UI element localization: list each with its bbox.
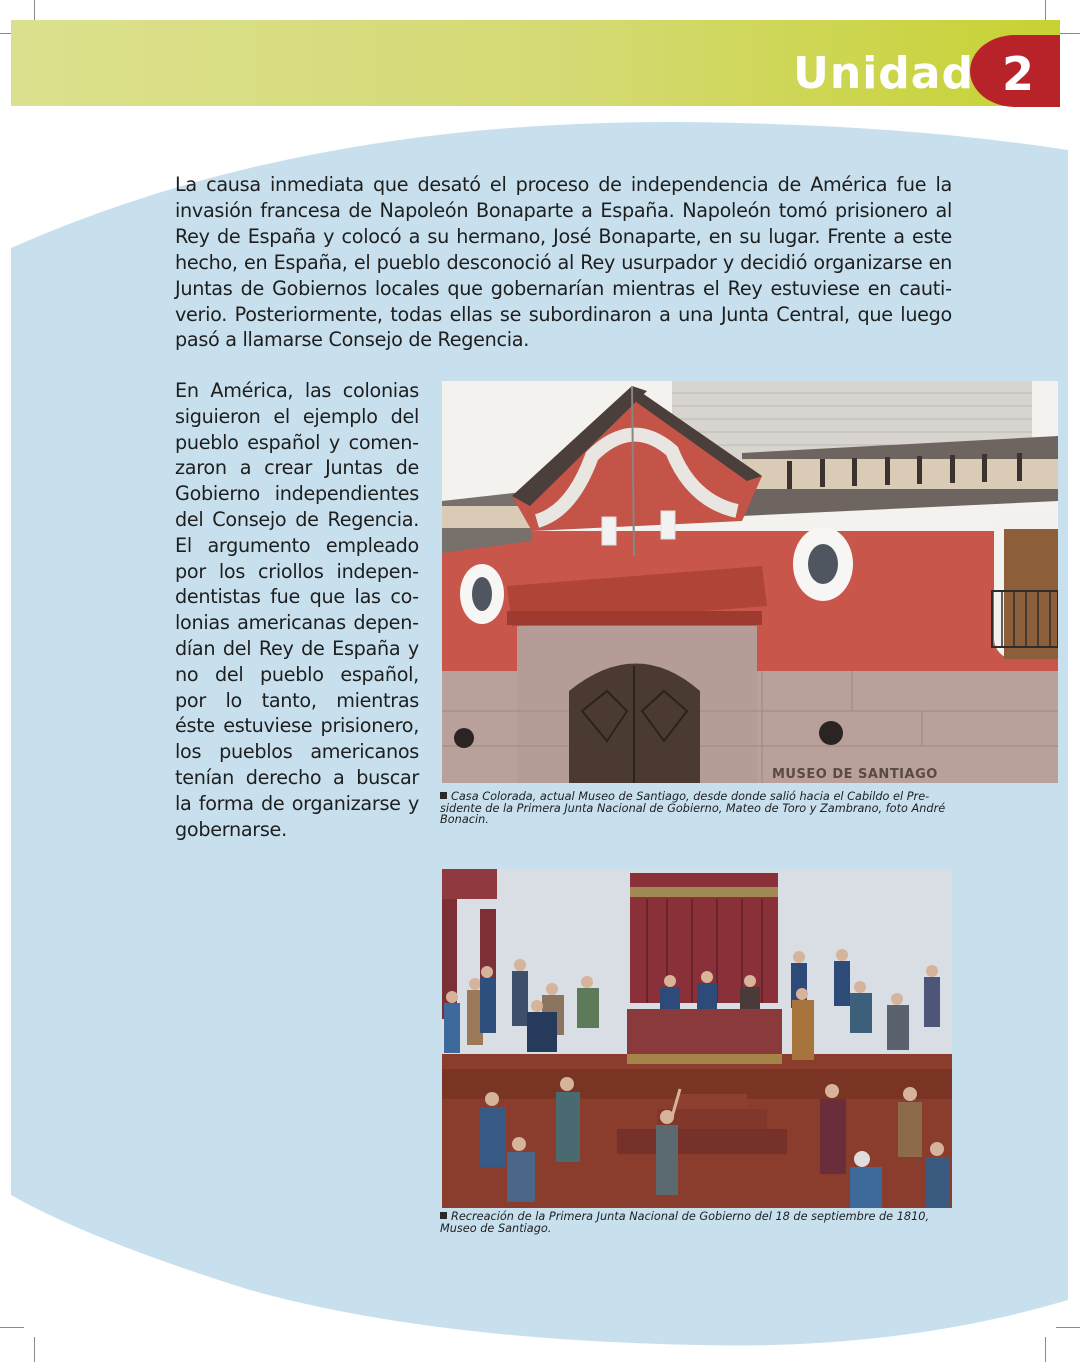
caption-bullet-icon (440, 1212, 447, 1219)
caption-bullet-icon (440, 792, 447, 799)
primera-junta-diorama-photo (442, 869, 952, 1208)
casa-colorada-photo (442, 381, 1058, 783)
unit-number: 2 (1001, 47, 1034, 101)
intro-paragraph: La causa inmediata que desató el proceso de independencia de América fue la invasión francesa de Napoleón Bonaparte a España. Napoleón tomó prisionero al Rey de España y colocó a su hermano, José Bonaparte, en su lugar. Frente a este hecho, en España, el pueblo desconoció al Rey usurpador y decidió organizarse en Juntas de Gobiernos locales que gobernarían mientras el Rey estuviese en cautiverio. Posteriormente, todas ellas se subordinaron a una Junta Central, que luego pasó a llamarse Consejo de Regencia. (175, 173, 952, 352)
figure-caption-2: Recreación de la Primera Junta Nacional de Gobierno del 18 de septiembre de 1810, Museo de Santiago. (440, 1210, 930, 1235)
unit-title: Unidad (793, 48, 974, 99)
figure-caption-1: Casa Colorada, actual Museo de Santiago, desde donde salió hacia el Cabildo el Presidente de la Primera Junta Nacional de Gobierno, Mateo de Toro y Zambrano, foto André Bonacin. (440, 790, 946, 826)
museum-sign-text: MUSEO DE SANTIAGO (772, 767, 938, 782)
side-paragraph: En América, las colonias siguieron el ejemplo del pueblo español y comenzaron a crear Juntas de Gobierno independientes del Consejo de Regencia. El argumento empleado por los criollos independentistas fue que las colonias americanas dependían del Rey de España y no del pueblo español, por lo tanto, mientras éste estuviese prisionero, los pueblos americanos tenían derecho a buscar la forma de organizarse y gobernarse. (175, 379, 419, 841)
